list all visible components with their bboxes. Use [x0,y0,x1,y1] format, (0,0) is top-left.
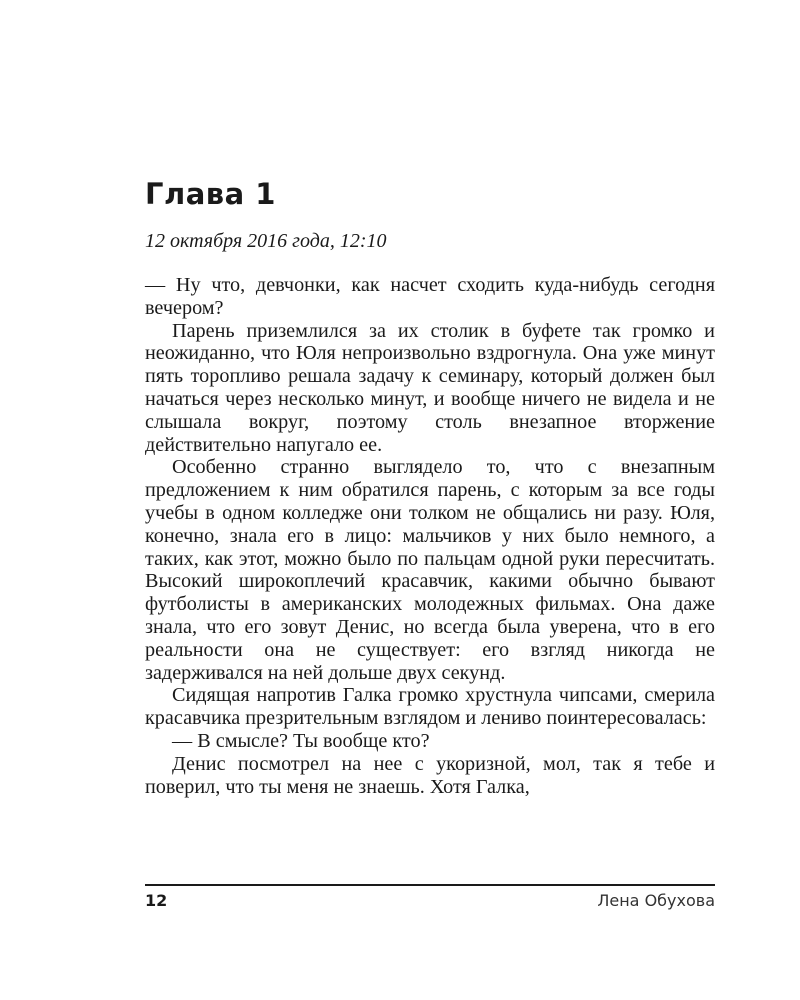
body-text [145,274,715,798]
paragraph: Парень приземлился за их столик в буфете так громко и неожиданно, что Юля непроизвольно вздрогнула. Она уже минут пять торопливо решала задачу к семинару, который должен был начаться через несколько минут, и вообще ничего не видела и не слышала вокруг, поэтому столь внезапное вторжение действительно напугало ее. [145,319,715,456]
page-number: 12 [145,891,168,910]
chapter-title: Глава 1 [145,177,276,211]
chapter-date: 12 октября 2016 года, 12:10 [145,230,387,252]
paragraph: Сидящая напротив Галка громко хрустнула чипсами, смерила красавчика презрительным взглядом и лениво поинтересовалась: [145,684,715,730]
author-name: Лена Обухова [597,891,715,910]
footer-divider [145,884,715,886]
paragraph: — В смысле? Ты вообще кто? [172,729,430,752]
paragraph: Особенно странно выглядело то, что с внезапным предложением к ним обратился парень, с которым за все годы учебы в одном колледже они толком не общались ни разу. Юля, конечно, знала его в лицо: мальчиков у них было немного, а таких, как этот, можно было по пальцам одной руки пересчитать. Высокий широкоплечий красавчик, какими обычно бывают футболисты в американских молодежных фильмах. Она даже знала, что его зовут Денис, но всегда была уверена, что в его реальности она не существует: его взгляд никогда не задерживался на ней дольше двух секунд. [145,456,715,684]
paragraph: — Ну что, девчонки, как насчет сходить куда-нибудь сегодня вечером? [145,274,715,319]
paragraph: Денис посмотрел на нее с укоризной, мол, так я тебе и поверил, что ты меня не знаешь. Хотя Галка, [145,752,715,798]
